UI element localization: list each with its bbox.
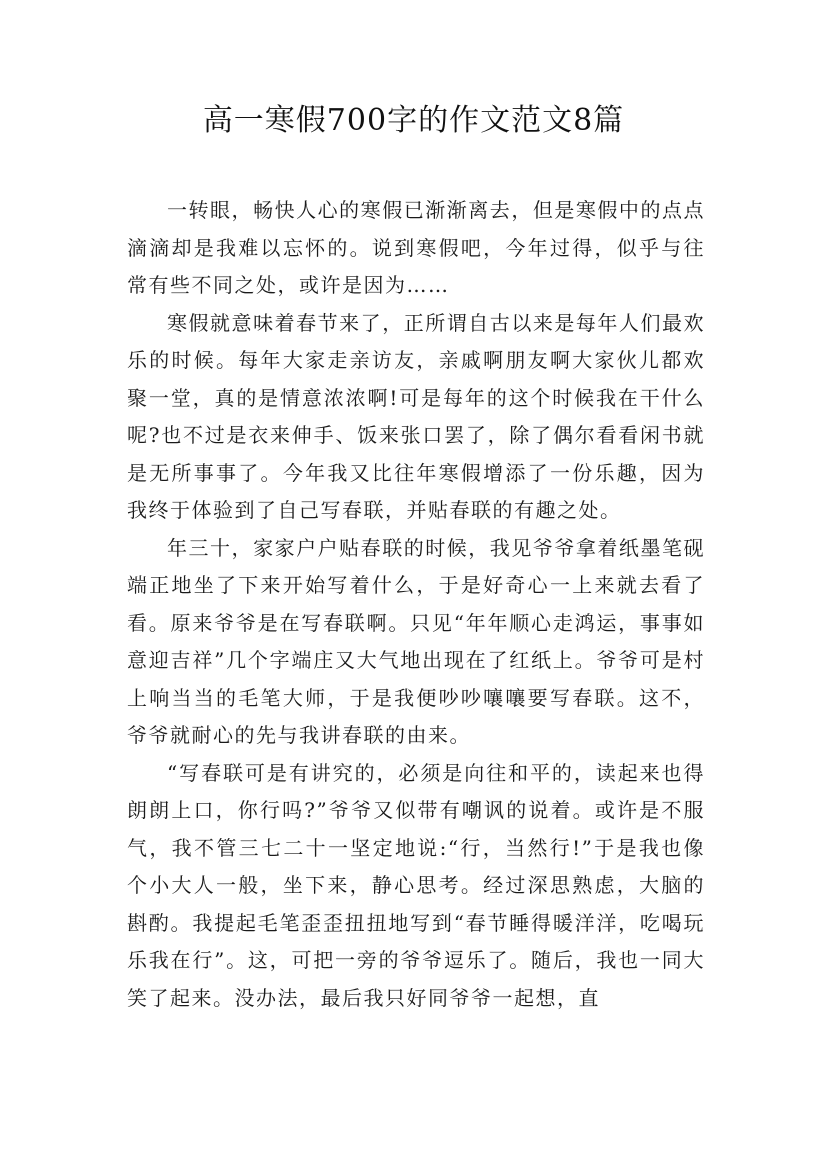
paragraph-3: 年三十，家家户户贴春联的时候，我见爷爷拿着纸墨笔砚端正地坐了下来开始写着什么，于是好奇心一上来就去看了看。原来爷爷是在写春联啊。只见“年年顺心走鸿运，事事如意迎吉祥”几个字端庄又大气地出现在了红纸上。爷爷可是村上响当当的毛笔大师，于是我便吵吵嚷嚷要写春联。这不，爷爷就耐心的先与我讲春联的由来。: [127, 535, 705, 747]
document-body: [127, 192, 705, 1017]
document-title: 高一寒假700字的作文范文8篇: [202, 103, 625, 138]
paragraph-1: 一转眼，畅快人心的寒假已渐渐离去，但是寒假中的点点滴滴却是我难以忘怀的。说到寒假吧，今年过得，似乎与往常有些不同之处，或许是因为……: [127, 198, 705, 297]
paragraph-4: “写春联可是有讲究的，必须是向往和平的，读起来也得朗朗上口，你行吗?”爷爷又似带有嘲讽的说着。或许是不服气，我不管三七二十一坚定地说:“行，当然行!”于是我也像个小大人一般，坐下来，静心思考。经过深思熟虑，大脑的斟酌。我提起毛笔歪歪扭扭地写到“春节睡得暖洋洋，吃喝玩乐我在行”。这，可把一旁的爷爷逗乐了。随后，我也一同大笑了起来。没办法，最后我只好同爷爷一起想，直: [127, 760, 705, 1010]
paragraph-2: 寒假就意味着春节来了，正所谓自古以来是每年人们最欢乐的时候。每年大家走亲访友，亲戚啊朋友啊大家伙儿都欢聚一堂，真的是情意浓浓啊!可是每年的这个时候我在干什么呢?也不过是衣来伸手、饭来张口罢了，除了偶尔看看闲书就是无所事事了。今年我又比往年寒假增添了一份乐趣，因为我终于体验到了自己写春联，并贴春联的有趣之处。: [127, 310, 705, 522]
